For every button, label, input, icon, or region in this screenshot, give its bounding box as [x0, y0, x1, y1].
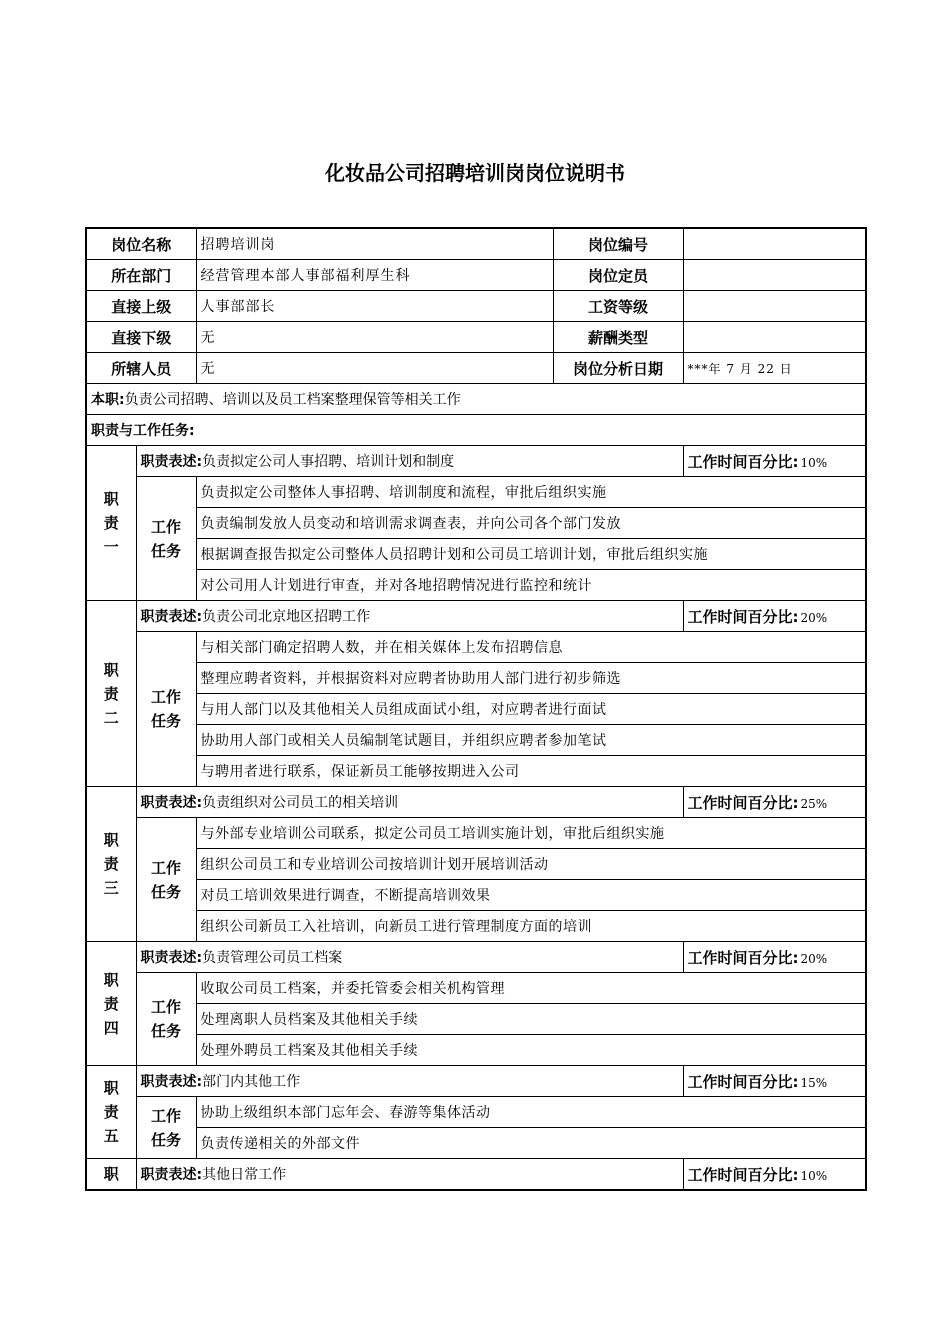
task-item: 与外部专业培训公司联系，拟定公司员工培训实施计划，审批后组织实施	[196, 818, 866, 849]
duty-statement-text: 部门内其他工作	[202, 1074, 301, 1090]
duty-statement-cell	[136, 601, 683, 632]
tasks-heading	[136, 818, 196, 942]
subordinate-label: 直接下级	[86, 322, 196, 353]
department-value: 经营管理本部人事部福利厚生科	[196, 260, 553, 291]
info-row-superior	[86, 291, 866, 322]
duty-heading-char: 二	[103, 708, 119, 727]
duty-heading-char: 五	[103, 1127, 119, 1145]
analysis-date-label: 岗位分析日期	[553, 353, 683, 384]
pay-type-label: 薪酬类型	[553, 322, 683, 353]
duty-heading-char: 四	[103, 1018, 119, 1037]
duty-heading-char: 职	[103, 970, 119, 989]
info-row-governed	[86, 353, 866, 384]
task-item: 处理外聘员工档案及其他相关手续	[196, 1035, 866, 1066]
duty-percent-value: 10%	[800, 1168, 828, 1183]
duty-percent-value: 20%	[800, 610, 828, 625]
tasks-heading	[136, 632, 196, 787]
duty-percent-label: 工作时间百分比:	[687, 793, 799, 812]
position-name-value: 招聘培训岗	[196, 228, 553, 260]
duty-heading	[86, 601, 136, 787]
task-item: 与相关部门确定招聘人数，并在相关媒体上发布招聘信息	[196, 632, 866, 663]
duty-statement-label: 职责表述:	[140, 454, 203, 470]
duty-statement-row	[86, 942, 866, 973]
duty-heading-char: 三	[103, 879, 119, 897]
duties-header: 职责与工作任务:	[91, 423, 195, 439]
duty-statement-row	[86, 1159, 866, 1191]
task-item: 与用人部门以及其他相关人员组成面试小组，对应聘者进行面试	[196, 694, 866, 725]
duty-task-row	[86, 1097, 866, 1128]
tasks-heading-line: 任务	[151, 712, 182, 730]
duty-statement-cell	[136, 1066, 683, 1097]
position-name-label: 岗位名称	[86, 228, 196, 260]
duty-heading-char: 职	[103, 831, 119, 849]
duty-statement-text: 负责公司北京地区招聘工作	[202, 609, 371, 625]
task-item: 处理离职人员档案及其他相关手续	[196, 1004, 866, 1035]
tasks-heading	[136, 1097, 196, 1159]
duty-heading-char: 责	[103, 994, 119, 1013]
document-title: 化妆品公司招聘培训岗岗位说明书	[325, 161, 625, 185]
pay-type-value	[683, 322, 866, 353]
duty-heading	[86, 787, 136, 942]
duty-heading-char: 责	[103, 514, 119, 532]
duty-statement-row	[86, 787, 866, 818]
duty-task-row	[86, 725, 866, 756]
duty-task-row	[86, 818, 866, 849]
governed-label: 所辖人员	[86, 353, 196, 384]
info-row-position	[86, 228, 866, 260]
duty-statement-text: 其他日常工作	[202, 1167, 287, 1183]
salary-grade-label: 工资等级	[553, 291, 683, 322]
duty-statement-text: 负责拟定公司人事招聘、培训计划和制度	[202, 454, 455, 470]
tasks-heading-line: 工作	[151, 858, 182, 877]
duty-statement-cell	[136, 446, 683, 477]
duty-heading-char: 职	[103, 1079, 119, 1097]
task-item: 组织公司员工和专业培训公司按培训计划开展培训活动	[196, 849, 866, 880]
task-item: 负责编制发放人员变动和培训需求调查表，并向公司各个部门发放	[196, 508, 866, 539]
duty-heading-char: 一	[103, 538, 119, 556]
analysis-date-value: ***年 7 月 22 日	[683, 353, 866, 384]
task-item: 根据调查报告拟定公司整体人员招聘计划和公司员工培训计划，审批后组织实施	[196, 539, 866, 570]
duty-task-row	[86, 508, 866, 539]
duty-percent-value: 20%	[800, 951, 828, 966]
governed-value: 无	[196, 353, 553, 384]
department-label: 所在部门	[86, 260, 196, 291]
duty-statement-label: 职责表述:	[140, 1167, 203, 1183]
task-item: 与聘用者进行联系，保证新员工能够按期进入公司	[196, 756, 866, 787]
duty-statement-cell	[136, 942, 683, 973]
tasks-heading-line: 任务	[151, 541, 182, 560]
duty-statement-row	[86, 1066, 866, 1097]
position-no-value	[683, 228, 866, 260]
duty-task-row	[86, 849, 866, 880]
duty-task-row	[86, 880, 866, 911]
duty-summary-row	[86, 384, 866, 415]
task-item: 协助用人部门或相关人员编制笔试题目，并组织应聘者参加笔试	[196, 725, 866, 756]
duty-statement-text: 负责管理公司员工档案	[202, 950, 343, 966]
duty-heading	[86, 1066, 136, 1159]
duty-task-row	[86, 1004, 866, 1035]
duty-statement-row	[86, 446, 866, 477]
tasks-heading-line: 工作	[151, 998, 182, 1016]
duties-header-row	[86, 415, 866, 446]
tasks-heading-line: 工作	[151, 688, 182, 706]
duty-task-row	[86, 694, 866, 725]
headcount-value	[683, 260, 866, 291]
tasks-heading	[136, 477, 196, 601]
task-item: 负责拟定公司整体人事招聘、培训制度和流程，审批后组织实施	[196, 477, 866, 508]
duties-header-cell	[86, 415, 866, 446]
duty-statement-cell	[136, 787, 683, 818]
duty-percent-cell	[683, 446, 866, 477]
duty-percent-cell	[683, 787, 866, 818]
task-item: 对员工培训效果进行调查，不断提高培训效果	[196, 880, 866, 911]
duty-percent-label: 工作时间百分比:	[687, 948, 799, 967]
duty-task-row	[86, 1035, 866, 1066]
duty-statement-label: 职责表述:	[140, 795, 203, 811]
duty-statement-cell	[136, 1159, 683, 1191]
task-item: 对公司用人计划进行审查，并对各地招聘情况进行监控和统计	[196, 570, 866, 601]
duty-percent-label: 工作时间百分比:	[687, 607, 799, 626]
task-item: 组织公司新员工入社培训，向新员工进行管理制度方面的培训	[196, 911, 866, 942]
duty-percent-cell	[683, 601, 866, 632]
duty-heading	[86, 446, 136, 601]
duty-heading-char: 责	[103, 855, 119, 873]
duty-task-row	[86, 477, 866, 508]
duty-heading-char: 责	[103, 1103, 119, 1121]
duty-summary-label: 本职:	[91, 392, 125, 408]
duty-percent-value: 25%	[800, 796, 828, 811]
info-row-subordinate	[86, 322, 866, 353]
duty-heading-char: 职	[103, 490, 119, 508]
task-item: 负责传递相关的外部文件	[196, 1128, 866, 1159]
duty-percent-cell	[683, 942, 866, 973]
task-item: 收取公司员工档案，并委托管委会相关机构管理	[196, 973, 866, 1004]
job-description-table	[85, 227, 867, 1191]
task-item: 整理应聘者资料，并根据资料对应聘者协助用人部门进行初步筛选	[196, 663, 866, 694]
duty-task-row	[86, 539, 866, 570]
duty-heading	[86, 942, 136, 1066]
duty-percent-value: 15%	[800, 1075, 828, 1090]
duty-heading-char: 责	[103, 684, 119, 703]
duty-task-row	[86, 973, 866, 1004]
duty-task-row	[86, 756, 866, 787]
duty-task-row	[86, 663, 866, 694]
duty-task-row	[86, 1128, 866, 1159]
tasks-heading-line: 任务	[151, 1022, 182, 1040]
headcount-label: 岗位定员	[553, 260, 683, 291]
salary-grade-value	[683, 291, 866, 322]
duty-task-row	[86, 570, 866, 601]
duty-statement-label: 职责表述:	[140, 1074, 203, 1090]
subordinate-value: 无	[196, 322, 553, 353]
duty-percent-label: 工作时间百分比:	[687, 1165, 799, 1184]
position-no-label: 岗位编号	[553, 228, 683, 260]
duty-summary-text: 负责公司招聘、培训以及员工档案整理保管等相关工作	[124, 392, 461, 408]
tasks-heading-line: 任务	[151, 882, 182, 901]
duty-percent-label: 工作时间百分比:	[687, 1072, 799, 1091]
duty-statement-text: 负责组织对公司员工的相关培训	[202, 795, 399, 811]
duty-statement-row	[86, 601, 866, 632]
duty-summary-cell	[86, 384, 866, 415]
duty-percent-cell	[683, 1066, 866, 1097]
duty-percent-value: 10%	[800, 455, 828, 470]
tasks-heading	[136, 973, 196, 1066]
duty-statement-label: 职责表述:	[140, 950, 203, 966]
tasks-heading-line: 工作	[151, 517, 182, 536]
duty-task-row	[86, 632, 866, 663]
superior-value: 人事部部长	[196, 291, 553, 322]
duty-statement-label: 职责表述:	[140, 609, 203, 625]
duty-heading-char: 职	[103, 660, 119, 679]
duty-task-row	[86, 911, 866, 942]
duty-percent-cell	[683, 1159, 866, 1191]
tasks-heading-line: 工作	[151, 1106, 182, 1125]
duty-heading	[86, 1159, 136, 1191]
superior-label: 直接上级	[86, 291, 196, 322]
duty-percent-label: 工作时间百分比:	[687, 452, 799, 471]
task-item: 协助上级组织本部门忘年会、春游等集体活动	[196, 1097, 866, 1128]
duty-heading-char: 职	[103, 1165, 119, 1183]
tasks-heading-line: 任务	[151, 1130, 182, 1149]
info-row-department	[86, 260, 866, 291]
